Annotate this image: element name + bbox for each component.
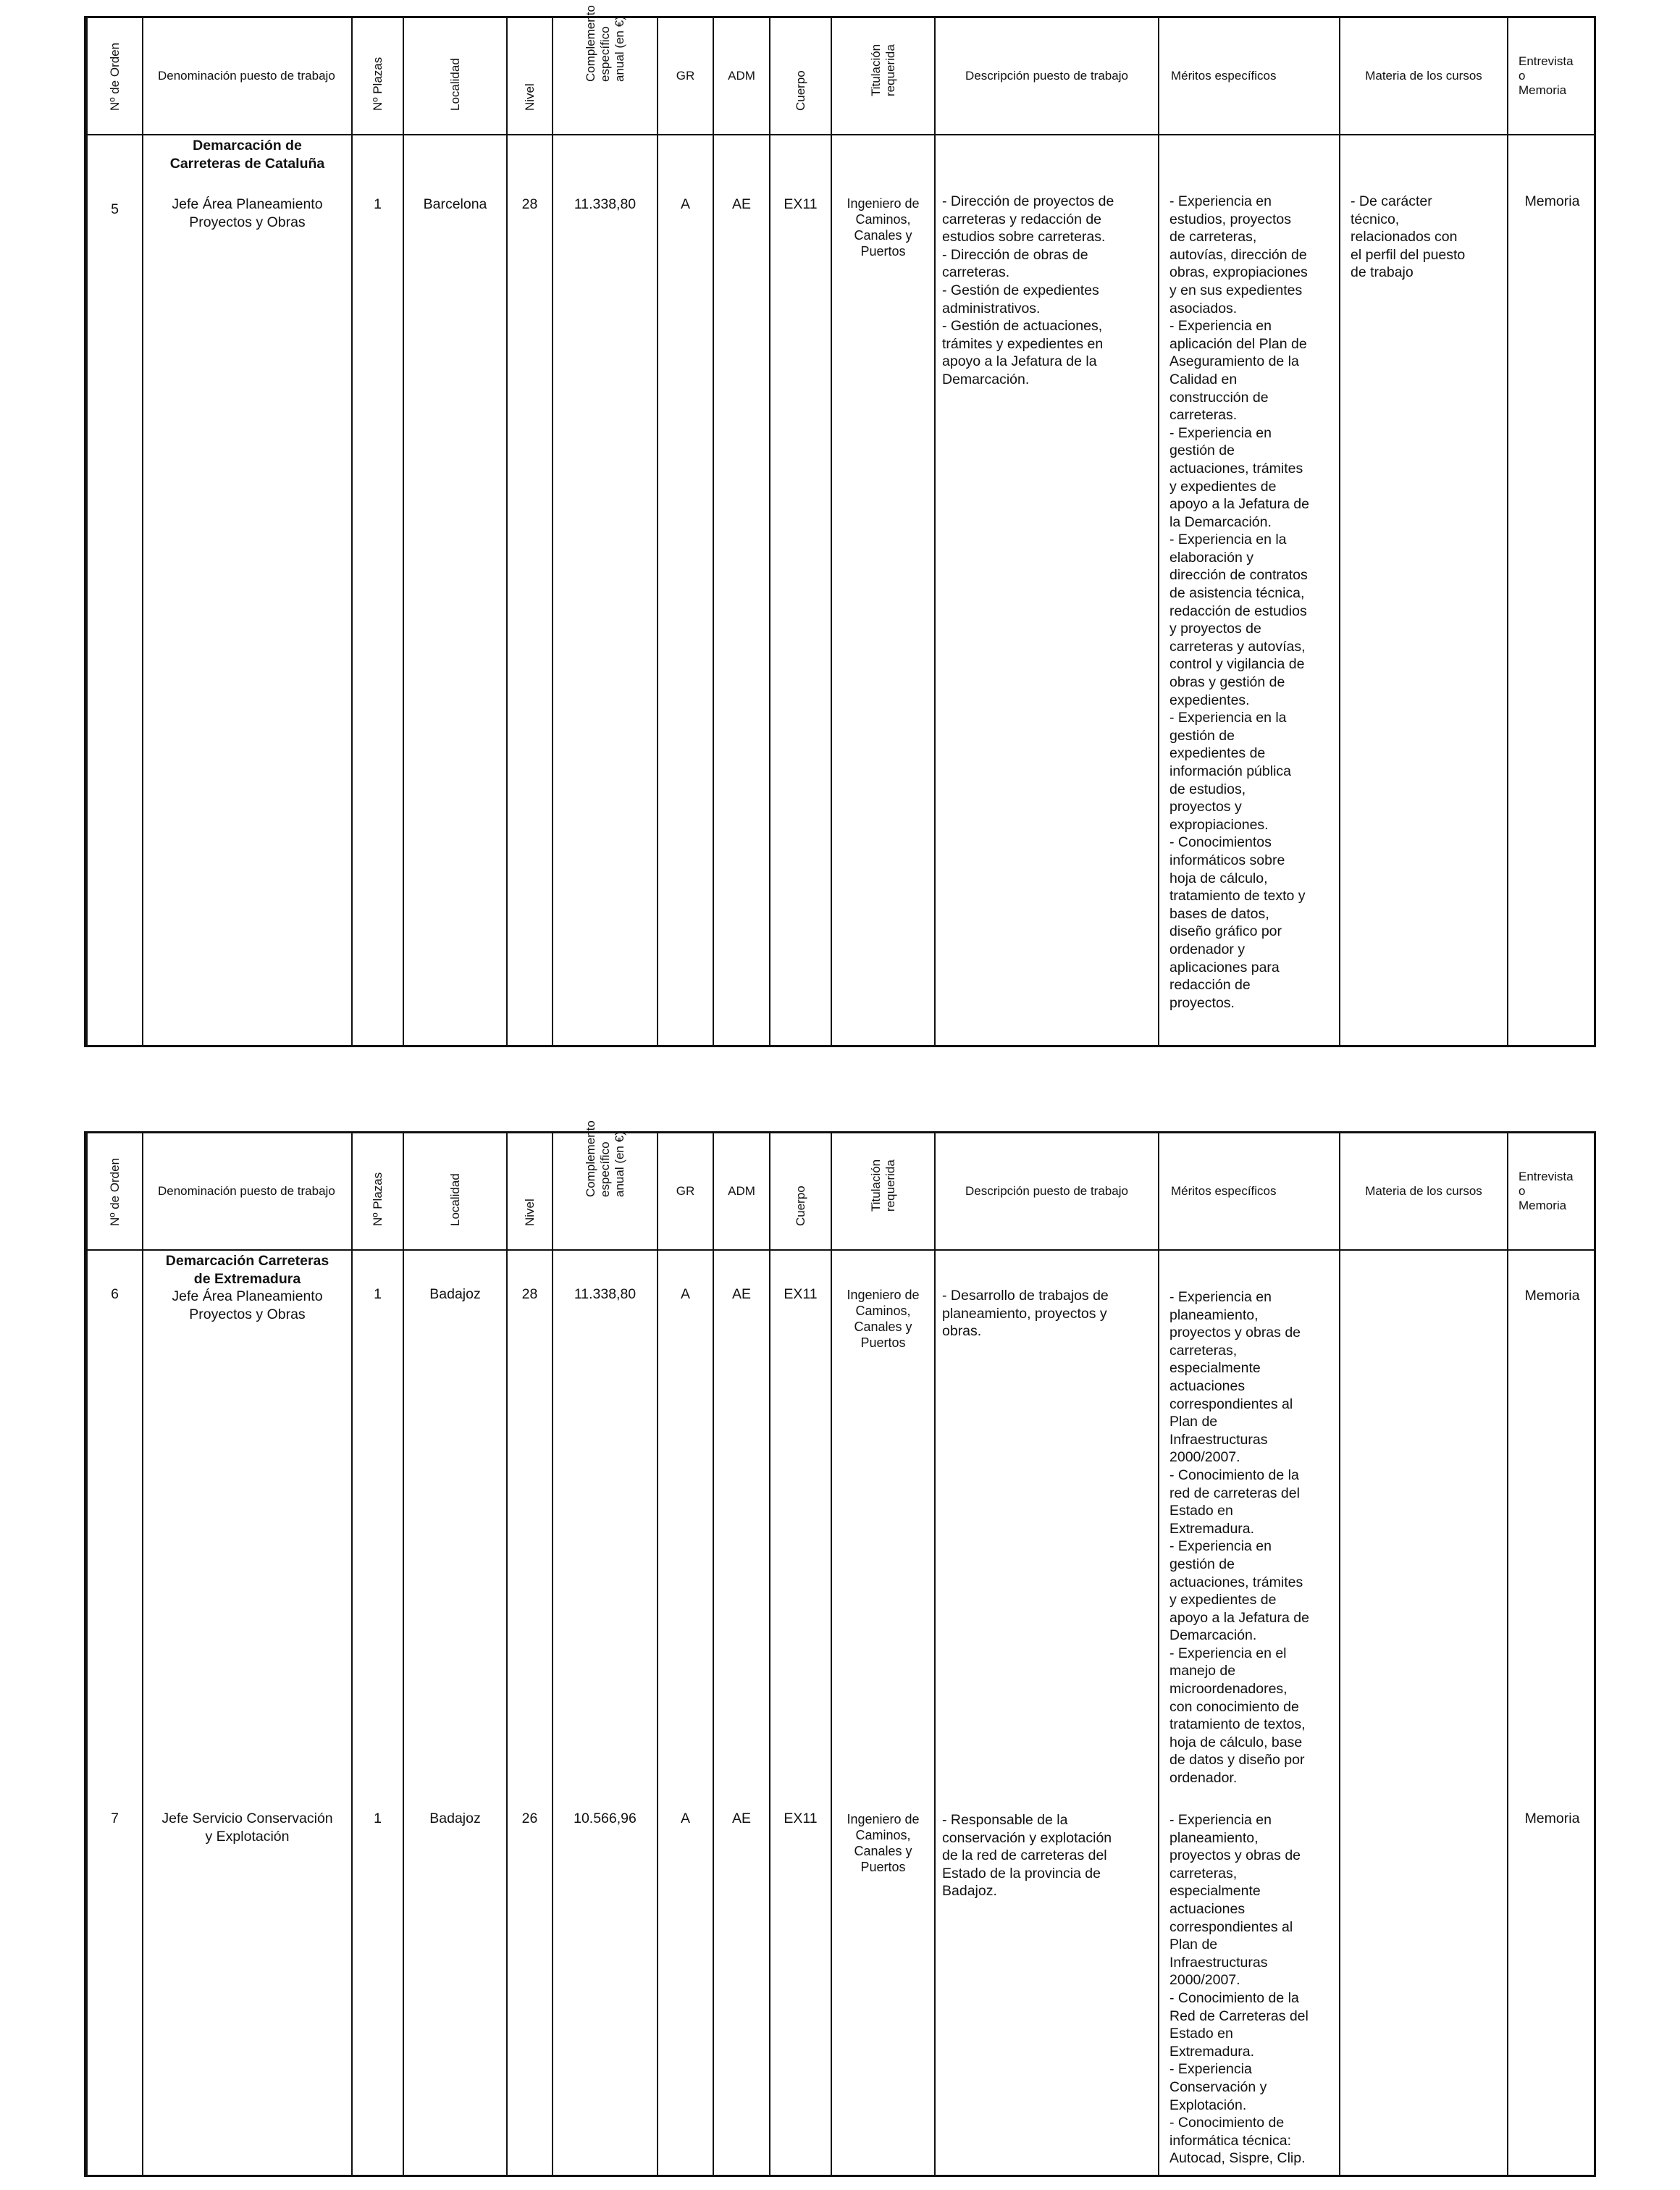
col-descripcion — [934, 1133, 1158, 2175]
row-6-orden: 6 — [111, 1286, 119, 1302]
header-gr: GR — [676, 69, 695, 83]
col-adm — [713, 1133, 769, 2175]
row-7-nivel: 26 — [521, 1811, 538, 1826]
row-5-orden: 5 — [111, 201, 119, 217]
header-entrevista: Entrevista o Memoria — [1519, 1170, 1574, 1212]
row-7-complemento: 10.566,96 — [574, 1811, 637, 1826]
col-plazas — [351, 18, 403, 1045]
row-7-plazas: 1 — [374, 1811, 382, 1826]
row-5-complemento: 11.338,80 — [574, 196, 637, 212]
row-5-gr: A — [680, 196, 690, 212]
row-5-descripcion: - Dirección de proyectos de carreteras y redacción de estudios sobre carreteras. - Dirección de obras de carreteras. - Gestión de expedientes administrativos. - Gestión de actuaciones, trámites y expedientes en apoyo a la Jefatura de la Demarcación. — [942, 193, 1114, 387]
col-orden — [86, 18, 142, 1045]
header-cuerpo: Cuerpo — [793, 1186, 807, 1226]
row-7-localidad: Badajoz — [429, 1811, 481, 1826]
row-6-meritos: - Experiencia en planeamiento, proyectos y obras de carreteras, especialmente actuaciones correspondientes al Plan de Infraestructuras 2000/2007. - Conocimiento de la red de carreteras del Estado en Extremadura. - Experiencia en gestión de actuaciones, trámites y expedientes de apoyo a la Jefatura de Demarcación. - Experiencia en el manejo de microordenadores, con conocimiento de tratamiento de textos, hoja de cálculo, base de datos y diseño por ordenador. — [1169, 1289, 1309, 1787]
header-entrevista: Entrevista o Memoria — [1519, 54, 1574, 97]
header-titulacion: Titulación requerida — [868, 43, 897, 96]
row-5-titulacion: Ingeniero de Caminos, Canales y Puertos — [847, 196, 920, 259]
header-titulacion: Titulación requerida — [868, 1159, 897, 1212]
row-7-titulacion: Ingeniero de Caminos, Canales y Puertos — [847, 1812, 920, 1874]
header-complemento: Complemento específico anual (en €) — [583, 1120, 626, 1197]
header-plazas: Nº Plazas — [370, 1172, 385, 1226]
col-meritos — [1158, 18, 1339, 1045]
row-6-adm: AE — [731, 1286, 751, 1302]
header-descripcion: Descripción puesto de trabajo — [965, 1184, 1128, 1198]
row-5-localidad: Barcelona — [423, 196, 487, 212]
section-title: Demarcación Carreteras de Extremadura — [165, 1253, 329, 1287]
header-orden: Nº de Orden — [107, 42, 122, 111]
col-titulacion — [831, 1133, 934, 2175]
row-6-entrevista: Memoria — [1524, 1288, 1580, 1304]
header-complemento: Complemento específico anual (en €) — [583, 5, 626, 82]
col-titulacion — [831, 18, 934, 1045]
row-7-meritos: - Experiencia en planeamiento, proyectos y obras de carreteras, especialmente actuaciones correspondientes al Plan de Infraestructuras 2000/2007. - Conocimiento de la Red de Carreteras del Estado en Extremadura. - Experiencia Conservación y Explotación. - Conocimiento de informática técnica: Autocad, Sispre, Clip. — [1169, 1812, 1309, 2167]
row-6-plazas: 1 — [374, 1286, 382, 1302]
header-localidad: Localidad — [448, 1173, 462, 1226]
row-7-cuerpo: EX11 — [784, 1811, 818, 1826]
header-materia: Materia de los cursos — [1365, 1184, 1482, 1198]
col-cuerpo — [769, 1133, 831, 2175]
col-entrevista — [1507, 18, 1596, 1045]
col-localidad — [403, 1133, 506, 2175]
job-table-extremadura — [84, 1120, 1596, 2177]
header-meritos: Méritos específicos — [1171, 1184, 1277, 1198]
row-7-orden: 7 — [111, 1811, 119, 1826]
header-nivel: Nivel — [522, 1199, 537, 1226]
col-cuerpo — [769, 18, 831, 1045]
col-complemento — [552, 5, 657, 1045]
header-descripcion: Descripción puesto de trabajo — [965, 69, 1128, 83]
row-6-titulacion: Ingeniero de Caminos, Canales y Puertos — [847, 1288, 920, 1350]
row-7-gr: A — [680, 1811, 690, 1826]
row-5-entrevista: Memoria — [1524, 193, 1580, 209]
header-meritos: Méritos específicos — [1171, 69, 1277, 83]
row-7-denominacion: Jefe Servicio Conservación y Explotación — [161, 1811, 333, 1845]
row-5-plazas: 1 — [374, 196, 382, 212]
col-materia — [1339, 1133, 1507, 2175]
col-complemento — [552, 1120, 657, 2175]
header-orden: Nº de Orden — [107, 1157, 122, 1226]
header-gr: GR — [676, 1184, 695, 1198]
row-6-descripcion: - Desarrollo de trabajos de planeamiento, proyectos y obras. — [942, 1288, 1109, 1340]
row-5-nivel: 28 — [521, 196, 538, 212]
col-gr — [657, 1133, 713, 2175]
col-nivel — [506, 1133, 552, 2175]
row-6-denominacion: Jefe Área Planeamiento Proyectos y Obras — [172, 1288, 323, 1322]
header-nivel: Nivel — [522, 83, 537, 111]
row-6-complemento: 11.338,80 — [574, 1286, 637, 1302]
row-5-adm: AE — [731, 196, 751, 212]
col-denominacion — [142, 18, 351, 1045]
col-orden — [86, 1133, 142, 2175]
col-materia — [1339, 18, 1507, 1045]
header-localidad: Localidad — [448, 58, 462, 111]
col-adm — [713, 18, 769, 1045]
col-entrevista — [1507, 1133, 1596, 2175]
header-adm: ADM — [728, 69, 755, 83]
col-gr — [657, 18, 713, 1045]
row-7-descripcion: - Responsable de la conservación y explotación de la red de carreteras del Estado de la provincia de Badajoz. — [942, 1812, 1112, 1900]
header-plazas: Nº Plazas — [370, 56, 385, 111]
row-5-denominacion: Jefe Área Planeamiento Proyectos y Obras — [172, 196, 323, 230]
row-6-gr: A — [680, 1286, 690, 1302]
header-denominacion: Denominación puesto de trabajo — [158, 69, 335, 83]
col-denominacion — [142, 1133, 351, 2175]
header-denominacion: Denominación puesto de trabajo — [158, 1184, 335, 1198]
header-adm: ADM — [728, 1184, 755, 1198]
col-nivel — [506, 18, 552, 1045]
row-5-cuerpo: EX11 — [784, 196, 818, 212]
col-plazas — [351, 1133, 403, 2175]
row-6-localidad: Badajoz — [429, 1286, 481, 1302]
job-table-cataluna — [84, 5, 1596, 1047]
header-materia: Materia de los cursos — [1365, 69, 1482, 83]
row-7-adm: AE — [731, 1811, 751, 1826]
row-5-meritos: - Experiencia en estudios, proyectos de carreteras, autovías, dirección de obras, expropiaciones y en sus expedientes asociados. - Experiencia en aplicación del Plan de Aseguramiento de la Calidad en construcción de carreteras. - Experiencia en gestión de actuaciones, trámites y expedientes de apoyo a la Jefatura de la Demarcación. - Experiencia en la elaboración y dirección de contratos de asistencia técnica, redacción de estudios y proyectos de carreteras y autovías, control y vigilancia de obras y gestión de expedientes. - Experiencia en la gestión de expedientes de información pública de estudios, proyectos y expropiaciones. - Conocimientos informáticos sobre hoja de cálculo, tratamiento de texto y bases de datos, diseño gráfico por ordenador y aplicaciones para redacción de proyectos. — [1169, 193, 1309, 1011]
col-descripcion — [934, 18, 1158, 1045]
row-6-cuerpo: EX11 — [784, 1286, 818, 1302]
row-6-nivel: 28 — [521, 1286, 538, 1302]
col-meritos — [1158, 1133, 1339, 2175]
row-7-entrevista: Memoria — [1524, 1811, 1580, 1826]
col-localidad — [403, 18, 506, 1045]
section-title: Demarcación de Carreteras de Cataluña — [169, 138, 325, 172]
row-5-materia: - De carácter técnico, relacionados con el perfil del puesto de trabajo — [1351, 193, 1466, 281]
header-cuerpo: Cuerpo — [793, 70, 807, 111]
